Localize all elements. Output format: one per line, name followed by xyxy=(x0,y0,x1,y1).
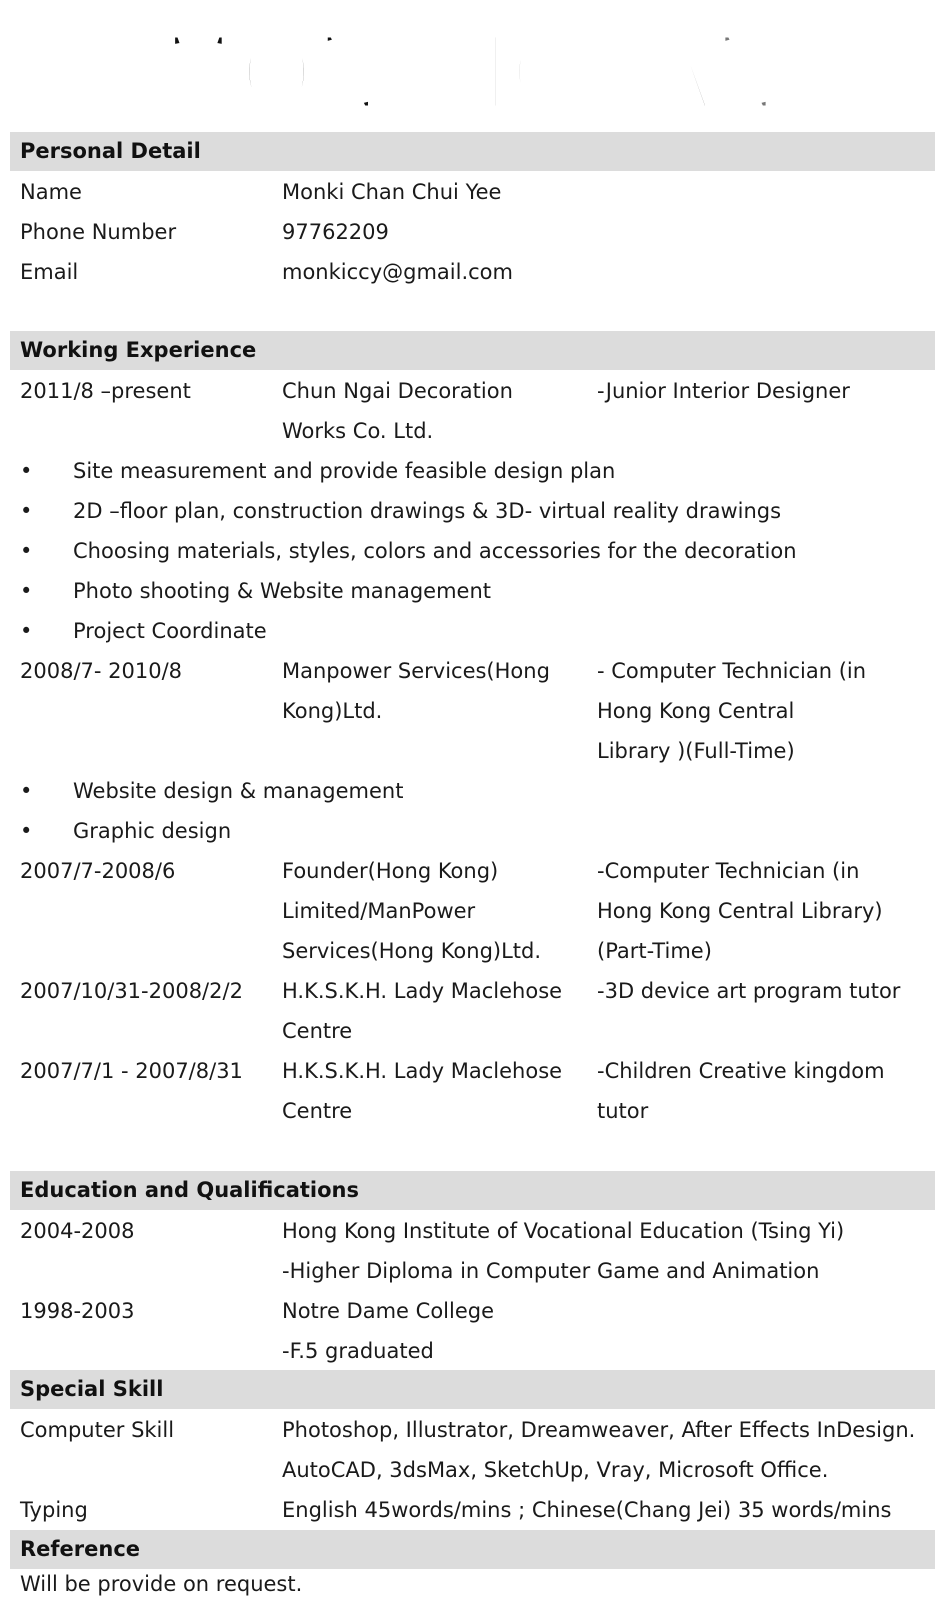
edu-detail: -Higher Diploma in Computer Game and Animation xyxy=(282,1259,820,1283)
svg-text:MON-KICHAN xyxy=(157,20,798,120)
job-company: Works Co. Ltd. xyxy=(282,419,434,443)
job-duty: • Site measurement and provide feasible design plan xyxy=(20,459,616,483)
section-personal-detail: Personal Detail xyxy=(10,132,935,171)
job-period: 2011/8 –present xyxy=(20,379,191,403)
personal-label: Name xyxy=(20,180,82,204)
section-working-experience: Working Experience xyxy=(10,331,935,370)
job-role: - Computer Technician (in xyxy=(597,659,867,683)
job-role: Hong Kong Central Library) xyxy=(597,899,883,923)
job-company: Limited/ManPower xyxy=(282,899,476,923)
job-company: H.K.S.K.H. Lady Maclehose xyxy=(282,1059,563,1083)
job-company: Services(Hong Kong)Ltd. xyxy=(282,939,542,963)
skill-detail: Photoshop, Illustrator, Dreamweaver, After Effects InDesign. xyxy=(282,1418,916,1442)
skill-label: Typing xyxy=(20,1498,88,1522)
job-role: Hong Kong Central xyxy=(597,699,795,723)
job-role: tutor xyxy=(597,1099,649,1123)
job-period: 2007/7-2008/6 xyxy=(20,859,176,883)
section-reference: Reference xyxy=(10,1530,935,1569)
job-role: -Computer Technician (in xyxy=(597,859,860,883)
edu-detail: -F.5 graduated xyxy=(282,1339,434,1363)
job-duty: • Project Coordinate xyxy=(20,619,267,643)
logo-name-light: CHAN xyxy=(509,20,798,120)
personal-value: Monki Chan Chui Yee xyxy=(282,180,502,204)
logo-name-dark: MON-KI xyxy=(157,20,529,120)
job-role: -3D device art program tutor xyxy=(597,979,901,1003)
job-duty: • Graphic design xyxy=(20,819,232,843)
edu-detail: Notre Dame College xyxy=(282,1299,494,1323)
job-company: H.K.S.K.H. Lady Maclehose xyxy=(282,979,563,1003)
personal-label: Email xyxy=(20,260,79,284)
job-period: 2008/7- 2010/8 xyxy=(20,659,183,683)
job-role: -Children Creative kingdom xyxy=(597,1059,885,1083)
job-duty: • Photo shooting & Website management xyxy=(20,579,492,603)
job-duty: • 2D –floor plan, construction drawings & 3D- virtual reality drawings xyxy=(20,499,782,523)
section-special-skill: Special Skill xyxy=(10,1370,935,1409)
reference-text: Will be provide on request. xyxy=(20,1572,303,1596)
job-duty: • Website design & management xyxy=(20,779,404,803)
job-company: Founder(Hong Kong) xyxy=(282,859,499,883)
section-education: Education and Qualifications xyxy=(10,1171,935,1210)
skill-detail: AutoCAD, 3dsMax, SketchUp, Vray, Microsoft Office. xyxy=(282,1458,829,1482)
edu-period: 1998-2003 xyxy=(20,1299,135,1323)
job-role: -Junior Interior Designer xyxy=(597,379,850,403)
job-company: Manpower Services(Hong xyxy=(282,659,550,683)
job-period: 2007/10/31-2008/2/2 xyxy=(20,979,243,1003)
job-company: Centre xyxy=(282,1099,353,1123)
job-company: Centre xyxy=(282,1019,353,1043)
skill-label: Computer Skill xyxy=(20,1418,175,1442)
edu-detail: Hong Kong Institute of Vocational Education (Tsing Yi) xyxy=(282,1219,845,1243)
skill-detail: English 45words/mins ; Chinese(Chang Jei) 35 words/mins xyxy=(282,1498,892,1522)
job-role: Library )(Full-Time) xyxy=(597,739,795,763)
job-role: (Part-Time) xyxy=(597,939,712,963)
edu-period: 2004-2008 xyxy=(20,1219,135,1243)
job-duty: • Choosing materials, styles, colors and accessories for the decoration xyxy=(20,539,797,563)
job-company: Chun Ngai Decoration xyxy=(282,379,513,403)
job-period: 2007/7/1 - 2007/8/31 xyxy=(20,1059,243,1083)
personal-value: 97762209 xyxy=(282,220,389,244)
job-company: Kong)Ltd. xyxy=(282,699,383,723)
personal-label: Phone Number xyxy=(20,220,177,244)
personal-value: monkiccy@gmail.com xyxy=(282,260,513,284)
name-logo xyxy=(0,20,941,120)
